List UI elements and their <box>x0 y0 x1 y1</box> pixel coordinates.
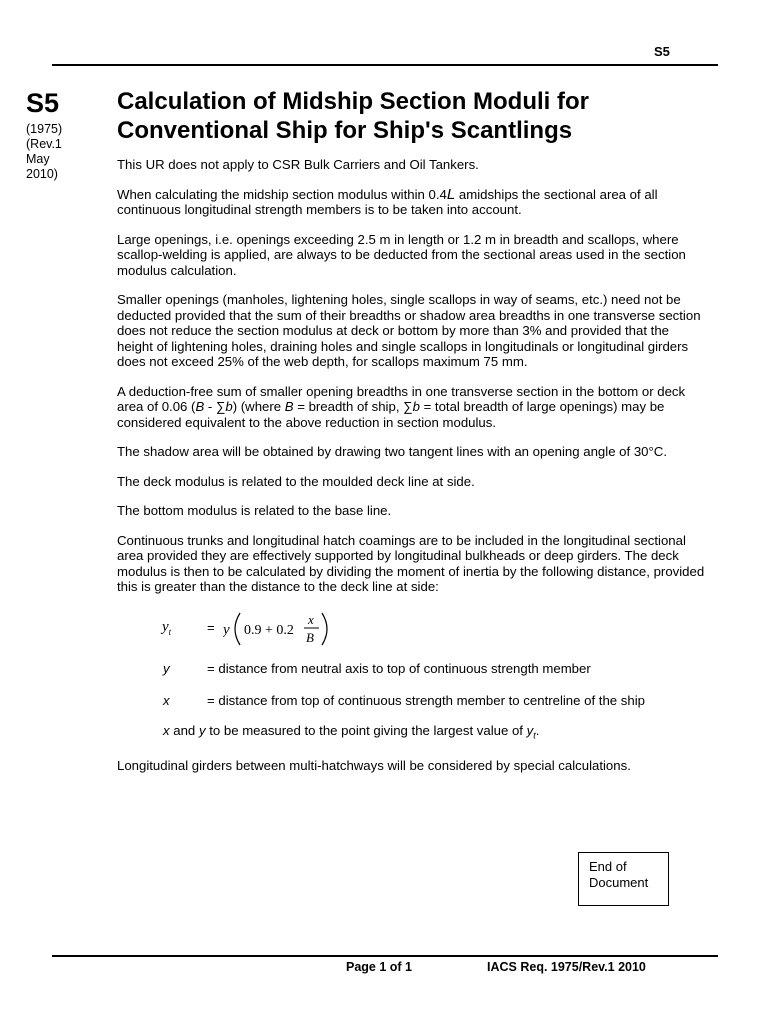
paragraph-measurement: x and y to be measured to the point giving the largest value of $y_t$. <box>163 722 540 741</box>
formula-expression <box>223 609 343 649</box>
header-code: S5 <box>654 44 670 59</box>
paragraph-deduction-free: A deduction-free sum of smaller opening breadths in one transverse section in the bottom or deck area of 0.06 (B - ∑b) (where B = breadth of ship, ∑b = total breadth of large openings) may be considered equivalent to the above reduction in section modulus. <box>117 383 686 430</box>
formula-equals: = <box>207 619 215 635</box>
page-number: Page 1 of 1 <box>346 960 412 974</box>
definition-text: = distance from neutral axis to top of continuous strength member <box>207 660 591 676</box>
formula-const: 0.9 + 0.2 <box>244 622 294 638</box>
paragraph-shadow-area: The shadow area will be obtained by drawing two tangent lines with an opening angle of 30°C. <box>117 444 667 459</box>
paragraph-smaller-openings: Smaller openings (manholes, lightening holes, single scallops in way of seams, etc.) need not be deducted provided that the sum of their breadths or shadow area breadths in one transverse section does not reduce the section modulus at deck or bottom by more than 3% and provided that the height of lightening holes, draining holes and single scallops in longitudinals or longitudinal girders does not exceed 25% of the web depth, for scallops maximum 75 mm. <box>117 292 701 369</box>
paragraph-deck-modulus: The deck modulus is related to the moulded deck line at side. <box>117 473 475 489</box>
definition-x <box>117 691 707 717</box>
end-box-line: Document <box>589 875 649 890</box>
end-box-line: End of <box>589 859 627 874</box>
definition-text: = distance from top of continuous strength member to centreline of the ship <box>207 692 645 708</box>
history-line: (1975) <box>26 122 63 136</box>
top-rule <box>52 64 718 66</box>
side-history <box>26 122 96 182</box>
formula-numerator: x <box>308 611 314 627</box>
history-line: 2010) <box>26 167 58 181</box>
paragraph-bottom-modulus: The bottom modulus is related to the base line. <box>117 503 392 518</box>
history-line: May <box>26 152 50 166</box>
document-body <box>117 157 707 787</box>
history-line: (Rev.1 <box>26 137 62 151</box>
end-of-document-box <box>578 852 669 906</box>
right-paren <box>322 613 327 645</box>
paragraph-scope: This UR does not apply to CSR Bulk Carriers and Oil Tankers. <box>117 157 479 172</box>
formula-yt <box>117 609 707 651</box>
paragraph-girders: Longitudinal girders between multi-hatchways will be considered by special calculations. <box>117 757 631 773</box>
bottom-rule <box>52 955 718 957</box>
side-code: S5 <box>26 88 60 118</box>
document-title: Calculation of Midship Section Moduli for Conventional Ship for Ship's Scantlings <box>117 88 589 144</box>
formula-denominator: B <box>306 629 314 645</box>
left-paren <box>235 613 240 645</box>
paragraph-large-openings: Large openings, i.e. openings exceeding 2.5 m in length or 1.2 m in breadth and scallops, where scallop-welding is applied, are always to be deducted from the sectional areas used in the section modulus calculation. <box>117 231 686 278</box>
formula-lhs: $y_t$ <box>162 618 172 637</box>
definition-y <box>117 659 707 685</box>
footer-reference: IACS Req. 1975/Rev.1 2010 <box>487 960 646 974</box>
definition-symbol: y <box>163 660 170 676</box>
paragraph-trunks: Continuous trunks and longitudinal hatch coamings are to be included in the longitudinal sectional area provided they are effectively supported by longitudinal bulkheads or deep girders. The deck modulus is then to be calculated by dividing the moment of inertia by the following distance, provided this is greater than the distance to the deck line at side: <box>117 532 705 594</box>
paragraph-sectional-area: When calculating the midship section modulus within 0.4L amidships the sectional area of all continuous longitudinal strength members is to be taken into account. <box>117 185 658 217</box>
formula-y: y <box>223 621 230 638</box>
definition-symbol: x <box>163 692 170 708</box>
